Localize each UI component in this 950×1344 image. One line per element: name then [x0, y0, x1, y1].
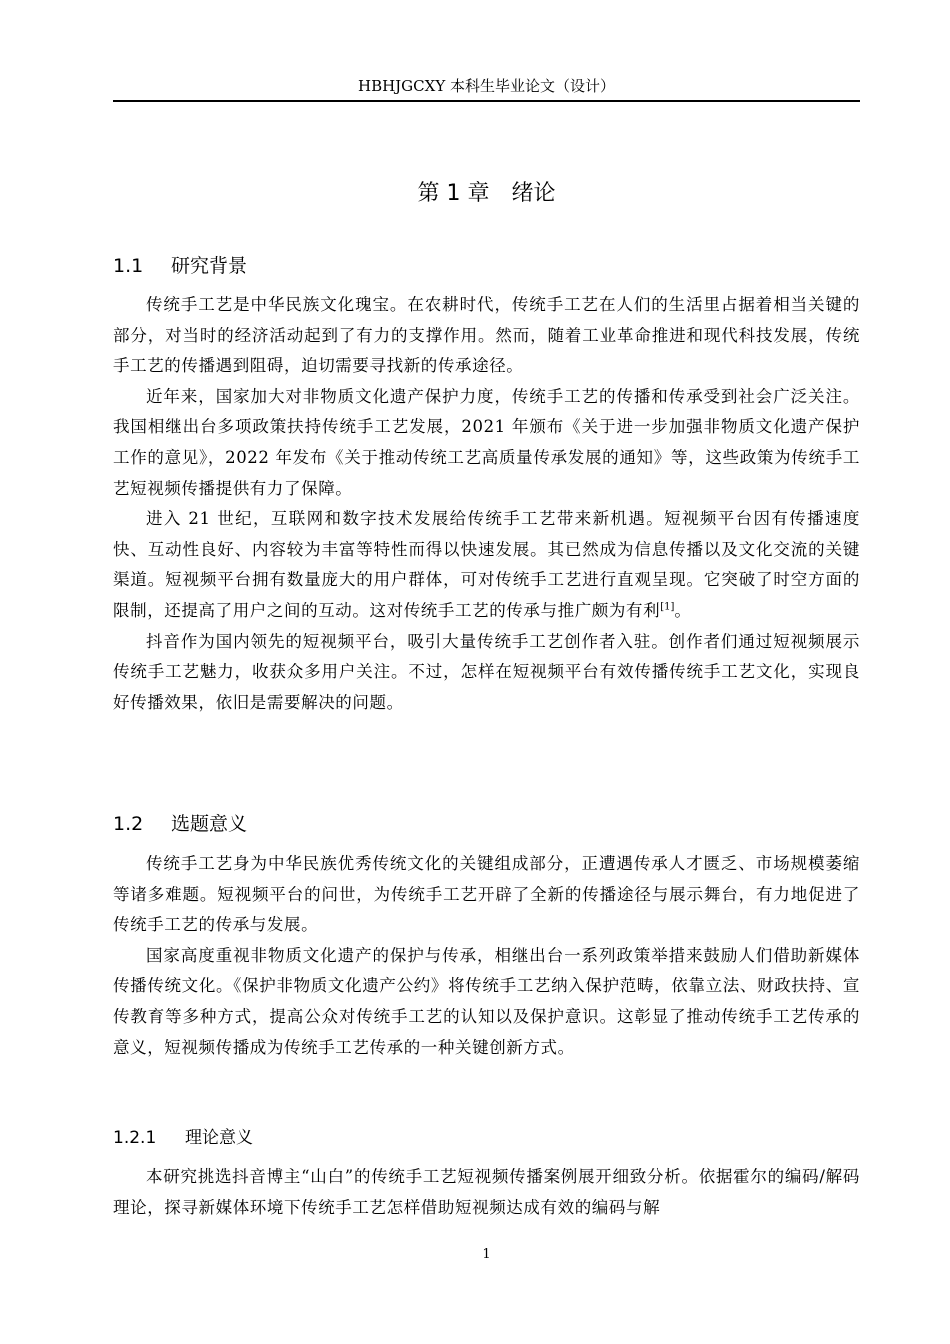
- subsection-number: 1.2.1: [113, 1128, 157, 1148]
- paragraph: 传统手工艺身为中华民族优秀传统文化的关键组成部分，正遭遇传承人才匮乏、市场规模萎缩等诸多难题。短视频平台的问世，为传统手工艺开辟了全新的传播途径与展示舞台，有力地促进了传统手工艺的传承与发展。: [113, 854, 860, 935]
- paragraph: 本研究挑选抖音博主“山白”的传统手工艺短视频传播案例展开细致分析。依据霍尔的编码/解码理论，探寻新媒体环境下传统手工艺怎样借助短视频达成有效的编码与解: [113, 1167, 860, 1217]
- chapter-name: 绪论: [511, 181, 556, 206]
- page-number: 1: [482, 1247, 491, 1262]
- subsection-body-1-2-1: [113, 1162, 860, 1223]
- paragraph-text: 进入 21 世纪，互联网和数字技术发展给传统手工艺带来新机遇。短视频平台因有传播速度快、互动性良好、内容较为丰富等特性而得以快速发展。其已然成为信息传播以及文化交流的关键渠道。短视频平台拥有数量庞大的用户群体，可对传统手工艺进行直观呈现。它突破了时空方面的限制，还提高了用户之间的互动。这对传统手工艺的传承与推广颇为有利: [113, 509, 860, 620]
- running-header: HBHJGCXY 本科生毕业论文（设计）: [357, 77, 615, 95]
- section-heading-1-2: [113, 809, 247, 839]
- paragraph-with-citation: [113, 504, 860, 626]
- paragraph: 国家高度重视非物质文化遗产的保护与传承，相继出台一系列政策举措来鼓励人们借助新媒体传播传统文化。《保护非物质文化遗产公约》将传统手工艺纳入保护范畴，依靠立法、财政扶持、宣传教育等多种方式，提高公众对传统手工艺的认知以及保护意识。这彰显了推动传统手工艺传承的意义，短视频传播成为传统手工艺传承的一种关键创新方式。: [113, 945, 860, 1057]
- chapter-title: [113, 176, 860, 212]
- chapter-number: 第 1 章: [417, 181, 490, 206]
- paragraph: 近年来，国家加大对非物质文化遗产保护力度，传统手工艺的传播和传承受到社会广泛关注。我国相继出台多项政策扶持传统手工艺发展，2021 年颁布《关于进一步加强非物质文化遗产保护工作的意见》，2022 年发布《关于推动传统工艺高质量传承发展的通知》等，这些政策为传统手工艺短视频传播提供有力了保障。: [113, 386, 860, 498]
- paragraph-end-mark: 。: [674, 600, 692, 620]
- paragraph: 传统手工艺是中华民族文化瑰宝。在农耕时代，传统手工艺在人们的生活里占据着相当关键的部分，对当时的经济活动起到了有力的支撑作用。然而，随着工业革命推进和现代科技发展，传统手工艺的传播遇到阻碍，迫切需要寻找新的传承途径。: [113, 295, 860, 376]
- section-title: 研究背景: [171, 255, 248, 277]
- section-title: 选题意义: [171, 813, 248, 835]
- header-divider: [113, 100, 860, 102]
- section-number: 1.2: [113, 813, 144, 835]
- section-body-1-2: [113, 849, 860, 1063]
- citation-reference[interactable]: [1]: [660, 601, 675, 613]
- subsection-title: 理论意义: [185, 1128, 253, 1148]
- paragraph: 抖音作为国内领先的短视频平台，吸引大量传统手工艺创作者入驻。创作者们通过短视频展示传统手工艺魅力，收获众多用户关注。不过，怎样在短视频平台有效传播传统手工艺文化，实现良好传播效果，依旧是需要解决的问题。: [113, 631, 860, 712]
- section-body-1-1: [113, 290, 860, 718]
- section-heading-1-1: [113, 251, 247, 281]
- subsection-heading-1-2-1: [113, 1124, 253, 1152]
- section-number: 1.1: [113, 255, 144, 277]
